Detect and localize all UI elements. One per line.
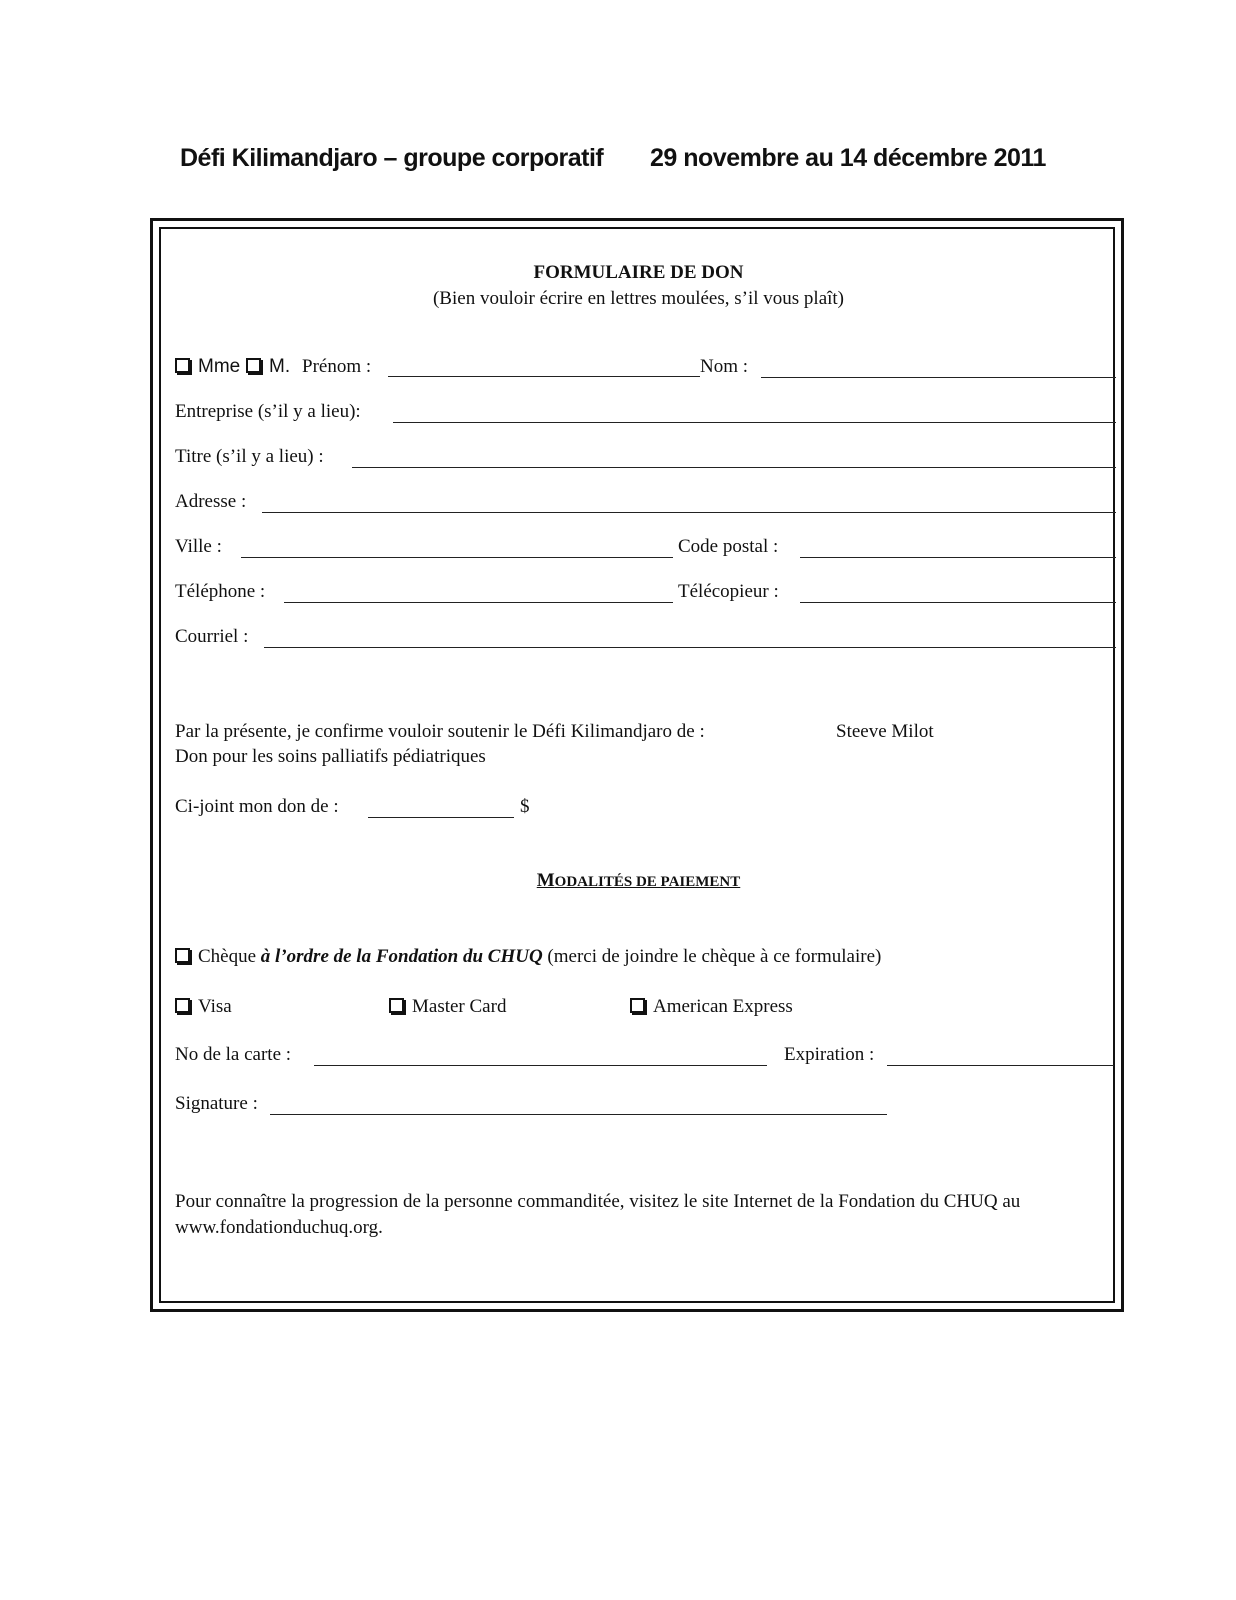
- cheque-row: [175, 945, 1120, 971]
- cheque-label: Chèque: [198, 946, 257, 967]
- sponsored-person: Steeve Milot: [836, 721, 934, 742]
- code-postal-field[interactable]: [800, 543, 1116, 558]
- card-number-label: No de la carte :: [175, 1044, 292, 1065]
- telecopieur-field[interactable]: [800, 588, 1116, 603]
- mastercard-checkbox[interactable]: [389, 998, 404, 1013]
- payment-heading-rest: ODALITÉS DE PAIEMENT: [554, 874, 741, 890]
- adresse-field[interactable]: [262, 498, 1116, 513]
- name-row: [175, 355, 1120, 381]
- page-header: [180, 144, 1060, 184]
- cheque-note: (merci de joindre le chèque à ce formulaire): [547, 946, 882, 967]
- confirm-row: [175, 720, 1120, 746]
- amex-label: American Express: [653, 996, 793, 1017]
- telecopieur-label: Télécopieur :: [678, 581, 779, 602]
- cause-row: [175, 745, 1120, 771]
- don-row: [175, 795, 1120, 821]
- prenom-field[interactable]: [388, 362, 700, 377]
- entreprise-field[interactable]: [393, 408, 1116, 423]
- signature-label: Signature :: [175, 1093, 258, 1114]
- payment-heading: [150, 870, 1127, 892]
- entreprise-label: Entreprise (s’il y a lieu):: [175, 401, 361, 422]
- adresse-label: Adresse :: [175, 491, 247, 512]
- telephone-row: [175, 580, 1120, 606]
- card-type-row: [175, 995, 1120, 1021]
- mastercard-label: Master Card: [412, 996, 507, 1017]
- titre-row: [175, 445, 1120, 471]
- salutation-m-option[interactable]: [246, 355, 290, 379]
- payment-heading-initial: M: [536, 870, 555, 891]
- signature-field[interactable]: [270, 1100, 887, 1115]
- visa-checkbox[interactable]: [175, 998, 190, 1013]
- form-title: FORMULAIRE DE DON: [533, 262, 744, 283]
- expiration-field[interactable]: [887, 1051, 1114, 1066]
- expiration-label: Expiration :: [784, 1044, 875, 1065]
- currency-symbol: $: [520, 796, 530, 817]
- cheque-option[interactable]: [175, 945, 881, 969]
- card-number-row: [175, 1043, 1120, 1069]
- cheque-order-text: à l’ordre de la Fondation du CHUQ: [260, 946, 543, 967]
- courriel-label: Courriel :: [175, 626, 249, 647]
- ville-field[interactable]: [241, 543, 673, 558]
- ville-row: [175, 535, 1120, 561]
- mme-label: Mme: [198, 356, 241, 377]
- telephone-label: Téléphone :: [175, 581, 266, 602]
- mastercard-option[interactable]: [389, 995, 506, 1019]
- card-number-field[interactable]: [314, 1051, 767, 1066]
- form-subtitle: (Bien vouloir écrire en lettres moulées, s’il vous plaît): [432, 288, 845, 309]
- amex-option[interactable]: [630, 995, 793, 1019]
- event-title: Défi Kilimandjaro – groupe corporatif: [180, 144, 604, 172]
- titre-label: Titre (s’il y a lieu) :: [175, 446, 324, 467]
- cheque-checkbox[interactable]: [175, 948, 190, 963]
- footer-note: Pour connaître la progression de la personne commanditée, visitez le site Internet de la Fondation du CHUQ au www.fondationduchuq.org.: [175, 1191, 1021, 1238]
- amex-checkbox[interactable]: [630, 998, 645, 1013]
- ville-label: Ville :: [175, 536, 222, 557]
- titre-field[interactable]: [352, 453, 1116, 468]
- m-label: M.: [269, 356, 291, 377]
- nom-label: Nom :: [700, 356, 749, 377]
- nom-field[interactable]: [761, 363, 1116, 378]
- prenom-label: Prénom :: [302, 356, 372, 377]
- salutation-mme-option[interactable]: [175, 355, 240, 379]
- adresse-row: [175, 490, 1120, 516]
- code-postal-label: Code postal :: [678, 536, 779, 557]
- cause-text: Don pour les soins palliatifs pédiatriques: [175, 746, 486, 767]
- visa-option[interactable]: [175, 995, 232, 1019]
- entreprise-row: [175, 400, 1120, 426]
- mme-checkbox[interactable]: [175, 358, 190, 373]
- courriel-field[interactable]: [264, 633, 1116, 648]
- visa-label: Visa: [198, 996, 232, 1017]
- telephone-field[interactable]: [284, 588, 673, 603]
- signature-row: [175, 1092, 1120, 1118]
- m-checkbox[interactable]: [246, 358, 261, 373]
- event-dates: 29 novembre au 14 décembre 2011: [650, 144, 1046, 172]
- don-label: Ci-joint mon don de :: [175, 796, 339, 817]
- courriel-row: [175, 625, 1120, 651]
- confirm-text: Par la présente, je confirme vouloir soutenir le Défi Kilimandjaro de :: [175, 721, 705, 742]
- don-amount-field[interactable]: [368, 803, 514, 818]
